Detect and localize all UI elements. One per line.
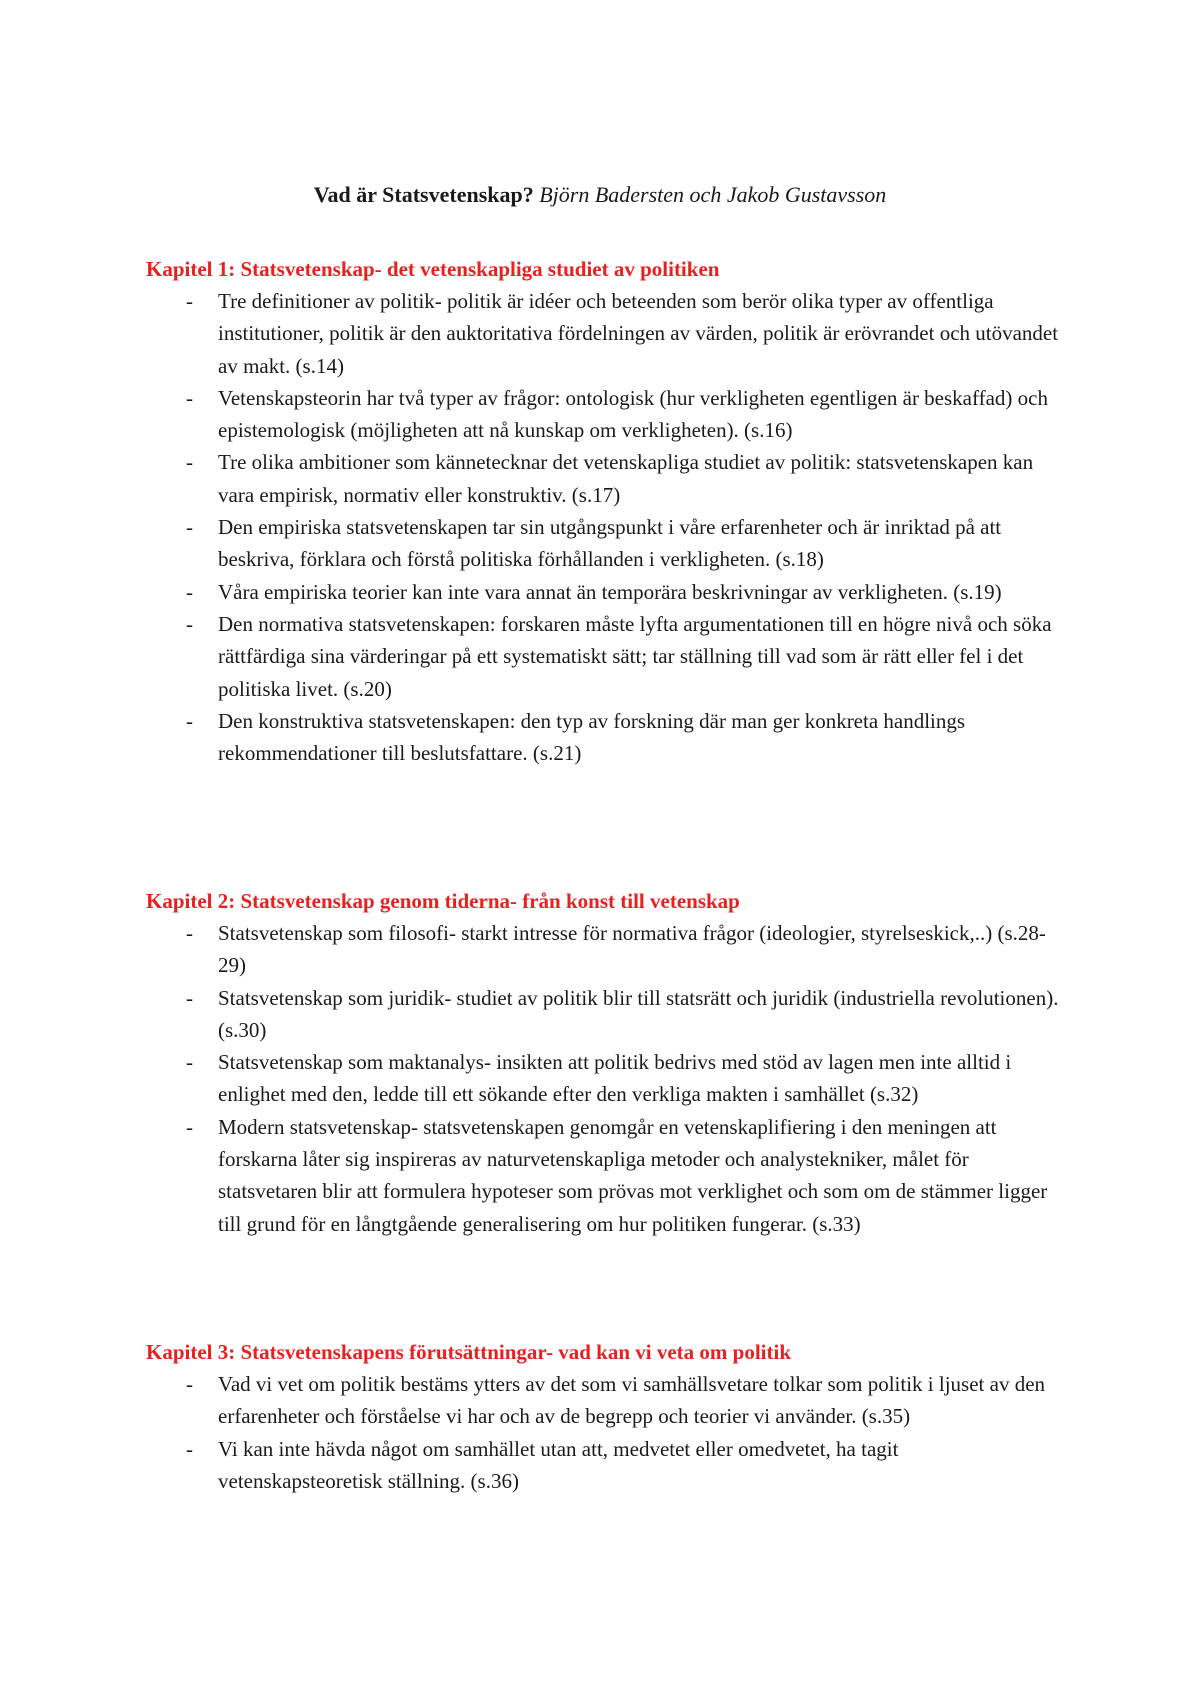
list-item-text: Statsvetenskap som filosofi- starkt intresse för normativa frågor (ideologier, styrelseskick,..) (s.28-29) — [218, 921, 1046, 978]
list-item-text: Vetenskapsteorin har två typer av frågor: ontologisk (hur verkligheten egentligen är beskaffad) och epistemologisk (möjligheten att nå kunskap om verkligheten). (s.16) — [218, 385, 1048, 443]
bullet-list — [146, 917, 1066, 1240]
bullet-marker: - — [186, 289, 193, 313]
chapter-heading: Kapitel 3: Statsvetenskapens förutsättningar- vad kan vi veta om politik — [146, 1340, 792, 1364]
list-item — [146, 1433, 1066, 1498]
list-item-text: Tre definitioner av politik- politik är idéer och beteenden som berör olika typer av offentliga institutioner, politik är den auktoritativa fördelningen av värden, politik är erövrandet och utövandet av makt. (s.14) — [218, 289, 1059, 378]
document-title — [0, 180, 1200, 210]
chapter-heading: Kapitel 2: Statsvetenskap genom tiderna- från konst till vetenskap — [146, 889, 740, 913]
list-item-text: Statsvetenskap som juridik- studiet av politik blir till statsrätt och juridik (industriella revolutionen). (s.30) — [218, 985, 1059, 1042]
list-item — [146, 705, 1066, 770]
bullet-marker: - — [186, 1436, 193, 1461]
chapter-2 — [146, 885, 1066, 1240]
list-item — [146, 1111, 1066, 1240]
bullet-marker: - — [186, 579, 193, 604]
list-item-text: Den konstruktiva statsvetenskapen: den typ av forskning där man ger konkreta handlings rekommendationer till beslutsfattare. (s.21) — [218, 708, 966, 766]
list-item — [146, 511, 1066, 576]
bullet-marker: - — [186, 385, 193, 410]
list-item-text: Tre olika ambitioner som kännetecknar det vetenskapliga studiet av politik: statsvetenskapen kan vara empirisk, normativ eller konstruktiv. (s.17) — [218, 450, 1034, 507]
bullet-marker: - — [186, 985, 193, 1010]
bullet-marker: - — [186, 1114, 193, 1139]
bullet-marker: - — [186, 1372, 193, 1396]
list-item-text: Den normativa statsvetenskapen: forskaren måste lyfta argumentationen till en högre nivå och söka rättfärdiga sina värderingar på ett systematiskt sätt; tar ställning till vad som är rätt eller fel i det politiska livet. (s.20) — [218, 611, 1052, 701]
authors-text: Björn Badersten och Jakob Gustavsson — [539, 182, 887, 207]
list-item — [146, 446, 1066, 511]
list-item — [146, 608, 1066, 705]
bullet-marker: - — [186, 515, 193, 540]
chapter-heading: Kapitel 1: Statsvetenskap- det vetenskapliga studiet av politiken — [146, 257, 720, 281]
list-item-text: Den empiriska statsvetenskapen tar sin utgångspunkt i våre erfarenheter och är inriktad på att beskriva, förklara och förstå politiska förhållanden i verkligheten. (s.18) — [218, 515, 1002, 572]
list-item-text: Statsvetenskap som maktanalys- insikten att politik bedrivs med stöd av lagen men inte alltid i enlighet med den, ledde till ett sökande efter den verkliga makten i samhället (s.32) — [218, 1050, 1012, 1107]
chapter-3 — [146, 1336, 1066, 1497]
bullet-marker: - — [186, 921, 193, 945]
list-item — [146, 1046, 1066, 1111]
list-item — [146, 982, 1066, 1047]
bullet-list — [146, 285, 1066, 769]
list-item — [146, 1368, 1066, 1433]
list-item-text: Vad vi vet om politik bestäms ytters av det som vi samhällsvetare tolkar som politik i ljuset av den erfarenheter och förståelse vi har och av de begrepp och teorier vi använder. (s.35) — [218, 1372, 1046, 1429]
list-item — [146, 576, 1066, 608]
list-item-text: Våra empiriska teorier kan inte vara annat än temporära beskrivningar av verkligheten. (s.19) — [218, 579, 1002, 604]
list-item — [146, 917, 1066, 982]
list-item — [146, 382, 1066, 447]
list-item — [146, 285, 1066, 382]
bullet-list — [146, 1368, 1066, 1497]
bullet-marker: - — [186, 1050, 193, 1075]
bullet-marker: - — [186, 611, 193, 636]
bullet-marker: - — [186, 450, 193, 475]
chapter-1 — [146, 253, 1066, 769]
title-text: Vad är Statsvetenskap? — [313, 182, 534, 207]
list-item-text: Modern statsvetenskap- statsvetenskapen genomgår en vetenskaplifiering i den meningen att forskarna låter sig inspireras av naturvetenskapliga metoder och analystekniker, målet för statsvetaren blir att formulera hypoteser som prövas mot verklighet och som om de stämmer ligger till grund för en långtgående generalisering om hur politiken fungerar. (s.33) — [218, 1114, 1048, 1236]
list-item-text: Vi kan inte hävda något om samhället utan att, medvetet eller omedvetet, ha tagit vetenskapsteoretisk ställning. (s.36) — [218, 1436, 899, 1493]
bullet-marker: - — [186, 708, 193, 733]
